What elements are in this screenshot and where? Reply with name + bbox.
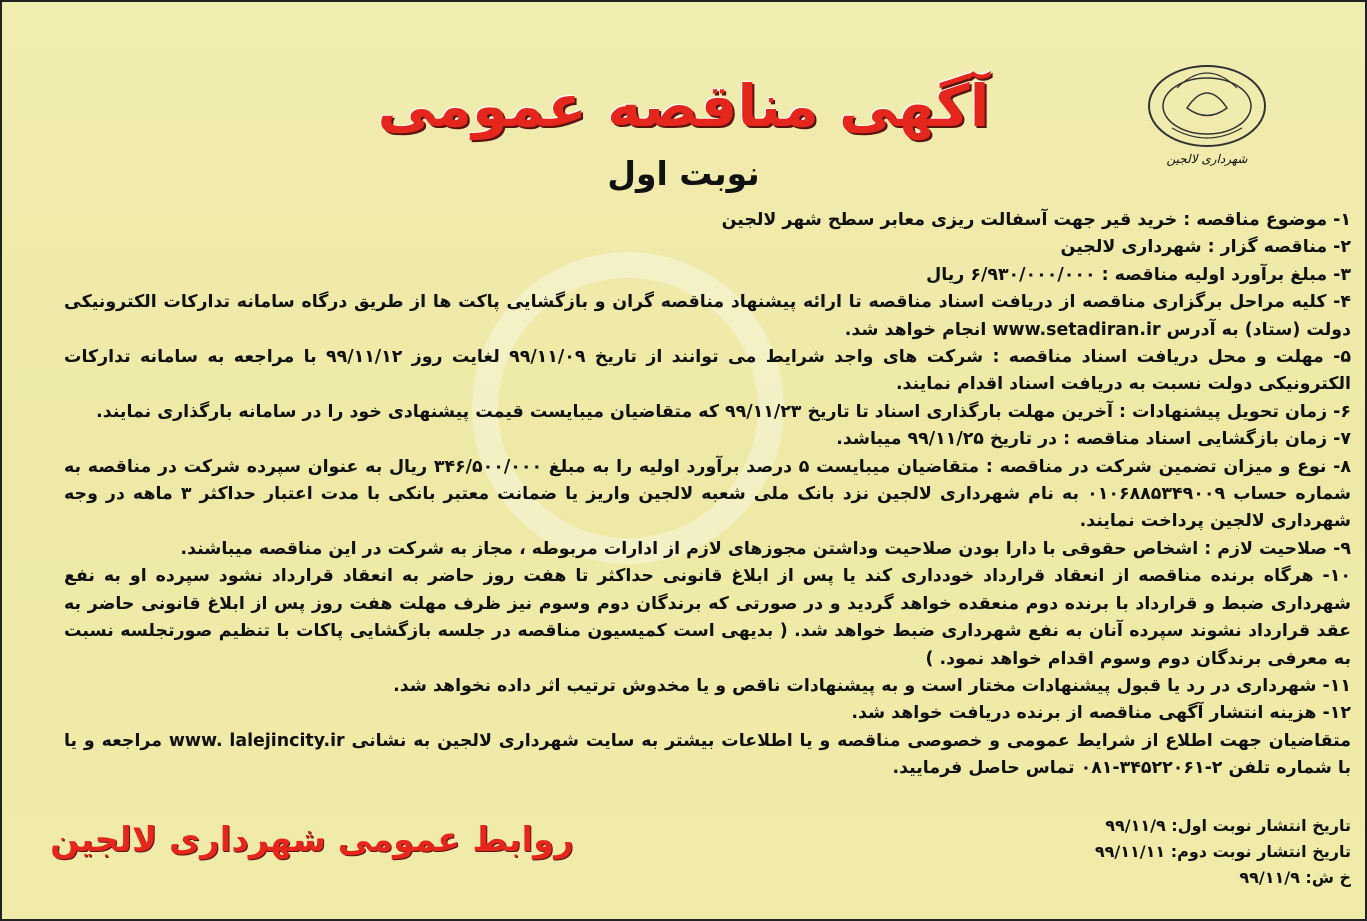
item-3: ۳- مبلغ برآورد اولیه مناقصه : ۶/۹۳۰/۰۰۰/۰۰۰ ریال [926, 264, 1351, 285]
signature: روابط عمومی شهرداری لالجین [50, 820, 574, 860]
second-publication-date: تاریخ انتشار نوبت دوم: ۹۹/۱۱/۱۱ [1094, 842, 1351, 861]
item-11: ۱۱- شهرداری در رد یا قبول پیشنهادات مختار است و به پیشنهادات ناقص و یا مخدوش ترتیب اثر داده نخواهد شد. [393, 675, 1351, 696]
publication-dates [1095, 813, 1351, 891]
item-8: ۸- نوع و میزان تضمین شرکت در مناقصه : متقاضیان میبایست ۵ درصد برآورد اولیه را به مبلغ ۳۴۶/۵۰۰/۰۰۰ ریال به عنوان سپرده شرکت در مناقصه به شماره حساب ۰۱۰۶۸۸۵۳۴۹۰۰۹ به نام شهرداری لالجین نزد بانک ملی شعبه لالجین واریز یا ضمانت معتبر بانکی با مدت اعتبار حداکثر ۳ ماهه در وجه شهرداری لالجین پرداخت نمایند. [64, 456, 1351, 532]
notice-body [64, 207, 1351, 783]
contact-note: متقاضیان جهت اطلاع از شرایط عمومی و خصوصی مناقصه و یا اطلاعات بیشتر به سایت شهرداری لالجین به نشانی www. lalejincity.ir مراجعه و یا با شماره تلفن ۲-۳۴۵۲۲۰۶۱-۰۸۱ تماس حاصل فرمایید. [64, 730, 1351, 779]
item-10: ۱۰- هرگاه برنده مناقصه از انعقاد قرارداد خودداری کند یا پس از ابلاغ قانونی حداکثر تا هفت روز حاضر به انعقاد قرارداد نشود سپرده او به نفع شهرداری ضبط و قرارداد با برنده دوم منعقده خواهد گردید و در صورتی که برندگان دوم وسوم نیز ظرف مهلت هفت روز پس از ابلاغ قانونی حاضر به عقد قرارداد نشوند سپرده آنان به نفع شهرداری ضبط خواهد شد. ( بدیهی است کمیسیون مناقصه در جلسه بازگشایی پاکات با تنظیم صورتجلسه نسبت به معرفی برندگان دوم وسوم اقدام خواهد نمود. ) [64, 566, 1351, 669]
item-12: ۱۲- هزینه انتشار آگهی مناقصه از برنده دریافت خواهد شد. [851, 703, 1351, 724]
reference-code: خ ش: ۹۹/۱۱/۹ [1239, 868, 1351, 887]
first-publication-date: تاریخ انتشار نوبت اول: ۹۹/۱۱/۹ [1105, 816, 1351, 835]
item-5: ۵- مهلت و محل دریافت اسناد مناقصه : شرکت های واجد شرایط می توانند از تاریخ ۹۹/۱۱/۰۹ لغایت روز ۹۹/۱۱/۱۲ با مراجعه به سامانه تدارکات الکترونیکی دولت نسبت به دریافت اسناد اقدام نمایند. [64, 347, 1352, 395]
item-4: ۴- کلیه مراحل برگزاری مناقصه از دریافت اسناد مناقصه تا ارائه پیشنهاد مناقصه گران و بازگشایی پاکت ها از طریق درگاه سامانه تدارکات الکترونیکی دولت (ستاد) به آدرس www.setadiran.ir انجام خواهد شد. [64, 292, 1351, 340]
item-9: ۹- صلاحیت لازم : اشخاص حقوقی با دارا بودن صلاحیت وداشتن مجوزهای لازم از ادارات مربوطه ، مجاز به شرکت در این مناقصه میباشند. [180, 538, 1351, 559]
notice-title: آگهی مناقصه عمومی [377, 72, 990, 140]
item-7: ۷- زمان بازگشایی اسناد مناقصه : در تاریخ ۹۹/۱۱/۲۵ میباشد. [836, 429, 1351, 450]
item-1: ۱- موضوع مناقصه : خرید قیر جهت آسفالت ریزی معابر سطح شهر لالجین [721, 210, 1351, 230]
notice-subtitle: نوبت اول [607, 154, 760, 193]
logo-caption: شهرداری لالجین [1166, 152, 1248, 166]
item-6: ۶- زمان تحویل پیشنهادات : آخرین مهلت بارگذاری اسناد تا تاریخ ۹۹/۱۱/۲۳ که متقاضیان میبایست قیمت پیشنهادی خود را در سامانه بارگذاری نمایند. [96, 401, 1351, 422]
item-2: ۲- مناقصه گزار : شهرداری لالجین [1060, 237, 1351, 258]
